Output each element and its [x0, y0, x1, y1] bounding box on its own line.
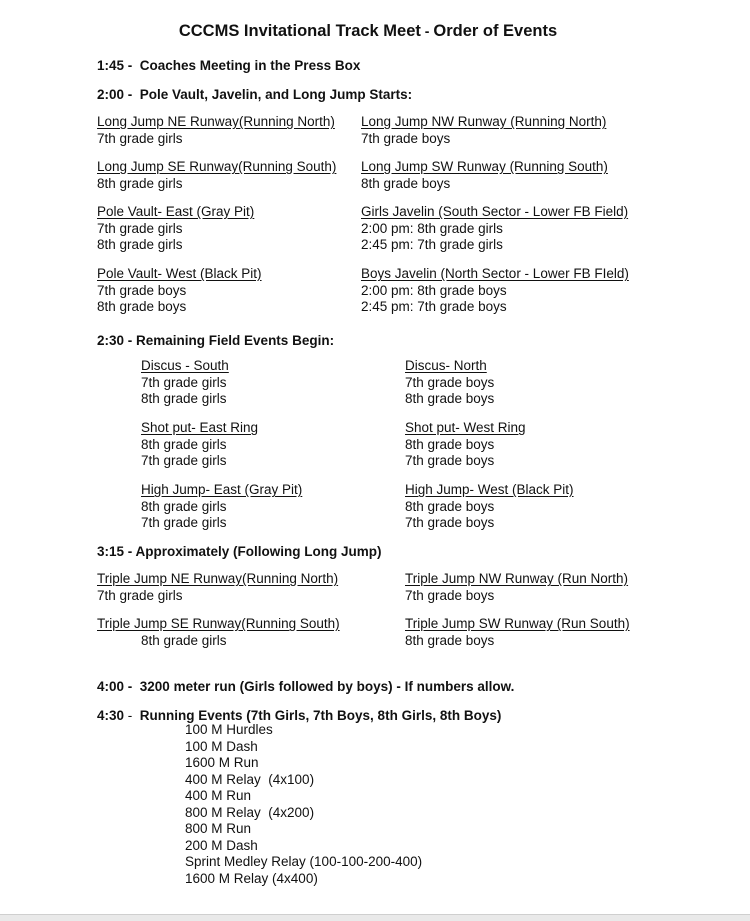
event-block	[141, 482, 302, 532]
list-item: 1600 M Relay (4x400)	[185, 870, 318, 886]
page-title	[0, 20, 736, 42]
title-separator: -	[420, 23, 434, 39]
event-name: Triple Jump NE Runway(Running North)	[97, 571, 339, 586]
event-block	[97, 204, 254, 254]
event-block	[97, 114, 335, 147]
event-block	[361, 114, 606, 147]
event-block	[405, 616, 630, 649]
event-block	[405, 571, 628, 604]
event-group: 8th grade boys	[97, 299, 187, 314]
event-name: Pole Vault- West (Black Pit)	[97, 266, 262, 281]
event-block	[405, 482, 574, 532]
event-name: Triple Jump SW Runway (Run South)	[405, 616, 630, 631]
heading-text: Running Events (7th Girls, 7th Boys, 8th Girls, 8th Boys)	[132, 708, 502, 723]
event-group: 8th grade girls	[141, 632, 227, 648]
event-group: 7th grade girls	[141, 453, 227, 468]
event-group: 8th grade boys	[405, 391, 495, 406]
heading-triple-jump	[97, 543, 382, 561]
event-group: 7th grade boys	[405, 587, 495, 603]
event-group: 7th grade boys	[97, 282, 187, 298]
event-group: 7th grade boys	[405, 515, 495, 530]
title-main: CCCMS Invitational Track Meet	[178, 22, 421, 40]
event-group: 8th grade boys	[405, 498, 495, 514]
heading-text: Remaining Field Events Begin:	[132, 333, 335, 348]
heading-time: 4:30	[97, 708, 125, 723]
heading-dash: -	[124, 708, 133, 723]
title-sub: Order of Events	[433, 22, 558, 40]
heading-time: 3:15 -	[97, 544, 133, 559]
heading-coaches-meeting	[97, 57, 360, 75]
event-group: 7th grade girls	[97, 220, 183, 236]
event-group: 8th grade boys	[405, 436, 495, 452]
event-name: High Jump- West (Black Pit)	[405, 482, 574, 497]
event-block	[141, 358, 229, 408]
list-item: 200 M Dash	[185, 837, 258, 853]
event-name: Boys Javelin (North Sector - Lower FB FIeld)	[361, 266, 629, 281]
event-group: 8th grade boys	[405, 632, 495, 648]
list-item: Sprint Medley Relay (100-100-200-400)	[185, 854, 423, 869]
heading-text: 3200 meter run (Girls followed by boys) - If numbers allow.	[132, 679, 515, 694]
event-group: 2:00 pm: 8th grade boys	[361, 282, 507, 298]
heading-text: Coaches Meeting in the Press Box	[132, 58, 361, 73]
event-name: Triple Jump SE Runway(Running South)	[97, 616, 340, 631]
event-group: 2:45 pm: 7th grade girls	[361, 237, 503, 252]
event-group: 8th grade girls	[97, 175, 183, 191]
heading-field-starts	[97, 86, 412, 104]
heading-time: 1:45 -	[97, 58, 133, 73]
event-group: 2:45 pm: 7th grade boys	[361, 299, 507, 314]
event-block	[97, 571, 338, 604]
list-item: 100 M Dash	[185, 738, 258, 754]
event-name: Discus - South	[141, 358, 229, 373]
list-item: 800 M Relay (4x200)	[185, 804, 315, 820]
heading-time: 4:00 -	[97, 679, 133, 694]
heading-remaining-field	[97, 332, 334, 350]
list-item: 400 M Relay (4x100)	[185, 771, 315, 787]
list-item: 400 M Run	[185, 788, 252, 803]
event-name: Long Jump SW Runway (Running South)	[361, 159, 608, 174]
list-item: 1600 M Run	[185, 755, 259, 770]
event-name: High Jump- East (Gray Pit)	[141, 482, 303, 497]
list-item: 100 M Hurdles	[185, 722, 273, 737]
event-name: Pole Vault- East (Gray Pit)	[97, 204, 255, 219]
event-block	[97, 616, 340, 649]
event-group: 7th grade boys	[361, 130, 451, 146]
event-block	[361, 266, 629, 316]
event-block	[97, 159, 336, 192]
event-group: 2:00 pm: 8th grade girls	[361, 220, 503, 236]
event-group: 8th grade girls	[141, 436, 227, 452]
event-group: 7th grade girls	[141, 515, 227, 530]
heading-time: 2:30 -	[97, 333, 133, 348]
event-group: 7th grade girls	[97, 130, 183, 146]
event-group: 7th grade boys	[405, 374, 495, 390]
event-block	[141, 420, 258, 470]
event-name: Long Jump NE Runway(Running North)	[97, 114, 335, 129]
heading-time: 2:00 -	[97, 87, 133, 102]
event-name: Discus- North	[405, 358, 487, 373]
event-name: Girls Javelin (South Sector - Lower FB Field)	[361, 204, 629, 219]
event-block	[405, 358, 494, 408]
event-name: Shot put- West Ring	[405, 420, 526, 435]
event-group: 8th grade girls	[141, 498, 227, 514]
event-name: Long Jump SE Runway(Running South)	[97, 159, 337, 174]
running-events-list	[185, 722, 422, 887]
event-group: 8th grade girls	[141, 391, 227, 406]
event-name: Shot put- East Ring	[141, 420, 259, 435]
event-name: Long Jump NW Runway (Running North)	[361, 114, 607, 129]
event-block	[361, 159, 608, 192]
event-name: Triple Jump NW Runway (Run North)	[405, 571, 629, 586]
event-block	[405, 420, 526, 470]
event-group: 8th grade girls	[97, 237, 183, 252]
event-group: 8th grade boys	[361, 175, 451, 191]
event-group: 7th grade girls	[97, 587, 183, 603]
event-block	[97, 266, 262, 316]
event-group: 7th grade girls	[141, 374, 227, 390]
event-block	[361, 204, 628, 254]
event-group: 7th grade boys	[405, 453, 495, 468]
heading-text: Approximately (Following Long Jump)	[132, 544, 382, 559]
heading-3200-run	[97, 678, 514, 696]
list-item: 800 M Run	[185, 821, 252, 836]
heading-text: Pole Vault, Javelin, and Long Jump Starts:	[132, 87, 413, 102]
